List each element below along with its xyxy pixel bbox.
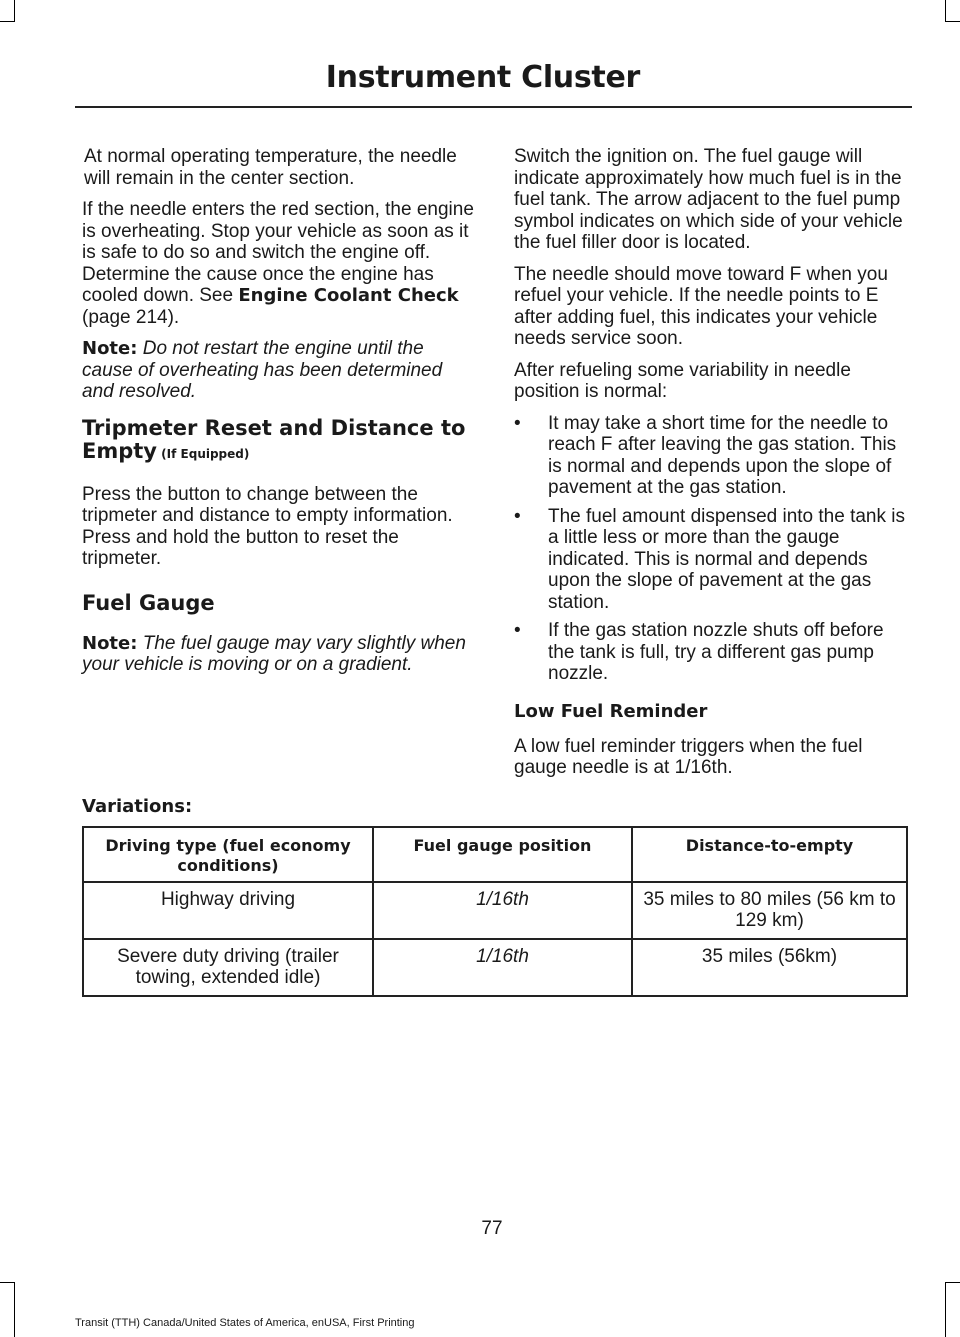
page-reference: (page 214).	[82, 306, 180, 328]
note-fuel-gauge	[82, 633, 474, 676]
paragraph-ignition: Switch the ignition on. The fuel gauge will indicate approximately how much fuel is in the fuel tank. The arrow adjacent to the fuel pump symbol indicates on which side of your vehicle the fuel filler door is located.	[514, 146, 903, 253]
paragraph-refuel: The needle should move toward F when you refuel your vehicle. If the needle points to E after adding fuel, this indicates your vehicle needs service soon.	[514, 263, 888, 349]
column-header-fuel-gauge-position: Fuel gauge position	[373, 827, 632, 882]
paragraph-low-fuel: A low fuel reminder triggers when the fuel gauge needle is at 1/16th.	[514, 735, 863, 778]
table-row	[83, 939, 907, 996]
page-title: Instrument Cluster	[325, 60, 640, 95]
note-label: Note:	[82, 338, 138, 359]
note-text: The fuel gauge may vary slightly when your vehicle is moving or on a gradient.	[82, 632, 466, 675]
note-label: Note:	[82, 632, 138, 654]
paragraph-variability: After refueling some variability in needle position is normal:	[514, 359, 851, 402]
heading-tripmeter-text: Tripmeter Reset and Distance to Empty	[82, 415, 466, 463]
crop-mark-bottom-left-h	[0, 1282, 15, 1283]
table-row	[83, 882, 907, 939]
crop-mark-bottom-right-v	[945, 1282, 946, 1337]
column-header-distance-to-empty: Distance-to-empty	[632, 827, 907, 882]
footer-edition: Transit (TTH) Canada/United States of America, enUSA, First Printing	[75, 1317, 415, 1329]
engine-coolant-check-link[interactable]: Engine Coolant Check	[238, 285, 459, 306]
crop-mark-bottom-left-v	[14, 1282, 15, 1337]
left-column	[82, 146, 474, 686]
list-item	[514, 506, 908, 614]
bullet-icon: •	[514, 620, 521, 641]
table-cell-gauge-position: 1/16th	[373, 882, 632, 939]
crop-mark-bottom-right-h	[945, 1282, 960, 1283]
bullet-icon: •	[514, 505, 521, 527]
heading-tripmeter	[82, 417, 474, 466]
crop-mark-top-right-v	[945, 0, 946, 22]
list-item-text: It may take a short time for the needle to reach F after leaving the gas station. This is normal and depends upon the slope of pavement at the gas station.	[548, 412, 897, 498]
table-header-row	[83, 827, 907, 882]
variability-list	[514, 413, 908, 685]
header-divider	[75, 106, 912, 108]
overheating-text: If the needle enters the red section, the engine is overheating. Stop your vehicle as soon as it is safe to do so and switch the engine off. Determine the cause once the engine has cooled down. See	[82, 199, 474, 306]
variations-label: Variations:	[82, 796, 193, 817]
note-text: Do not restart the engine until the cause of overheating has been determined and resolved.	[82, 338, 443, 402]
heading-fuel-gauge: Fuel Gauge	[82, 590, 215, 615]
heading-tripmeter-suffix: (If Equipped)	[157, 446, 250, 461]
table-cell-driving-type: Severe duty driving (trailer towing, extended idle)	[83, 939, 373, 996]
note-overheating	[82, 338, 474, 403]
crop-mark-top-left-v	[14, 0, 15, 22]
table-cell-gauge-position: 1/16th	[373, 939, 632, 996]
table-cell-distance: 35 miles (56km)	[632, 939, 907, 996]
right-column	[514, 146, 908, 789]
page-number: 77	[481, 1218, 503, 1239]
crop-mark-top-right-h	[945, 21, 960, 22]
paragraph-normal-temperature: At normal operating temperature, the needle will remain in the center section.	[84, 146, 457, 189]
crop-mark-top-left-h	[0, 21, 15, 22]
table-cell-distance: 35 miles to 80 miles (56 km to 129 km)	[632, 882, 907, 939]
paragraph-overheating	[82, 199, 474, 328]
list-item-text: The fuel amount dispensed into the tank is a little less or more than the gauge indicated. This is normal and depends upon the slope of pavement at the gas station.	[548, 505, 906, 613]
bullet-icon: •	[514, 412, 521, 434]
list-item	[514, 413, 908, 499]
paragraph-tripmeter: Press the button to change between the tripmeter and distance to empty information. Press and hold the button to reset the tripmeter.	[82, 483, 453, 569]
column-header-driving-type: Driving type (fuel economy conditions)	[83, 827, 373, 882]
list-item	[514, 620, 908, 685]
table-cell-driving-type: Highway driving	[83, 882, 373, 939]
heading-low-fuel-reminder: Low Fuel Reminder	[514, 700, 708, 722]
list-item-text: If the gas station nozzle shuts off before the tank is full, try a different gas pump nozzle.	[548, 620, 884, 684]
variations-table	[82, 826, 908, 997]
